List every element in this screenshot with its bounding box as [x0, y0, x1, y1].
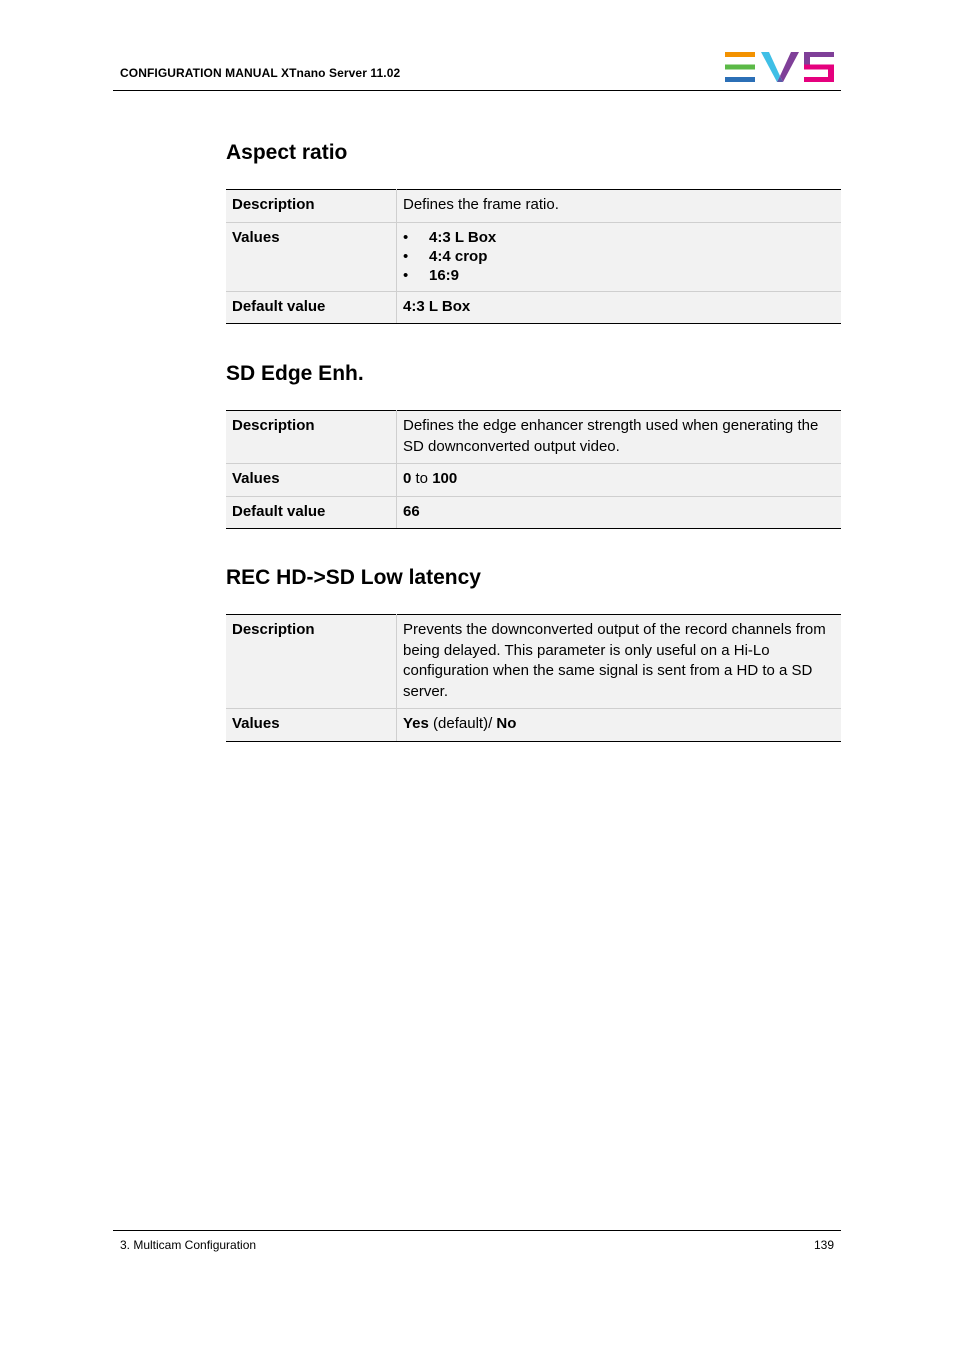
evs-logo [725, 52, 835, 82]
row-label: Values [226, 464, 397, 497]
header-divider [113, 90, 841, 91]
footer-chapter: 3. Multicam Configuration [120, 1238, 257, 1252]
row-label: Default value [226, 291, 397, 324]
document-header-title: CONFIGURATION MANUAL XTnano Server 11.02 [120, 66, 401, 80]
table-row [226, 222, 841, 291]
aspect-ratio-table [226, 189, 841, 324]
values-list [403, 228, 835, 285]
row-label: Description [226, 615, 397, 709]
list-item: • 4:4 crop [403, 247, 835, 266]
table-row [226, 190, 841, 223]
row-value: Yes (default)/ No [397, 709, 842, 742]
table-row [226, 709, 841, 742]
row-value: Defines the frame ratio. [397, 190, 842, 223]
page-number: 139 [813, 1238, 834, 1252]
sd-edge-table [226, 410, 841, 529]
table-row [226, 411, 841, 464]
row-label: Description [226, 411, 397, 464]
rec-low-latency-table [226, 614, 841, 742]
table-row [226, 615, 841, 709]
section-title-aspect-ratio: Aspect ratio [226, 141, 348, 164]
row-label: Description [226, 190, 397, 223]
row-value: 0 to 100 [397, 464, 842, 497]
row-label: Values [226, 222, 397, 291]
row-value: 66 [397, 496, 842, 529]
table-row [226, 291, 841, 324]
row-value [397, 222, 842, 291]
row-value: Defines the edge enhancer strength used when generating the SD downconverted output video. [397, 411, 842, 464]
row-label: Values [226, 709, 397, 742]
list-item: • 16:9 [403, 266, 835, 285]
row-value: Prevents the downconverted output of the record channels from being delayed. This parameter is only useful on a Hi-Lo configuration when the same signal is sent from a HD to a SD server. [397, 615, 842, 709]
section-title-rec-low-latency: REC HD->SD Low latency [226, 566, 481, 589]
row-label: Default value [226, 496, 397, 529]
list-item: • 4:3 L Box [403, 228, 835, 247]
table-row [226, 496, 841, 529]
section-title-sd-edge: SD Edge Enh. [226, 362, 364, 385]
table-row [226, 464, 841, 497]
row-value: 4:3 L Box [397, 291, 842, 324]
footer-divider [113, 1230, 841, 1231]
